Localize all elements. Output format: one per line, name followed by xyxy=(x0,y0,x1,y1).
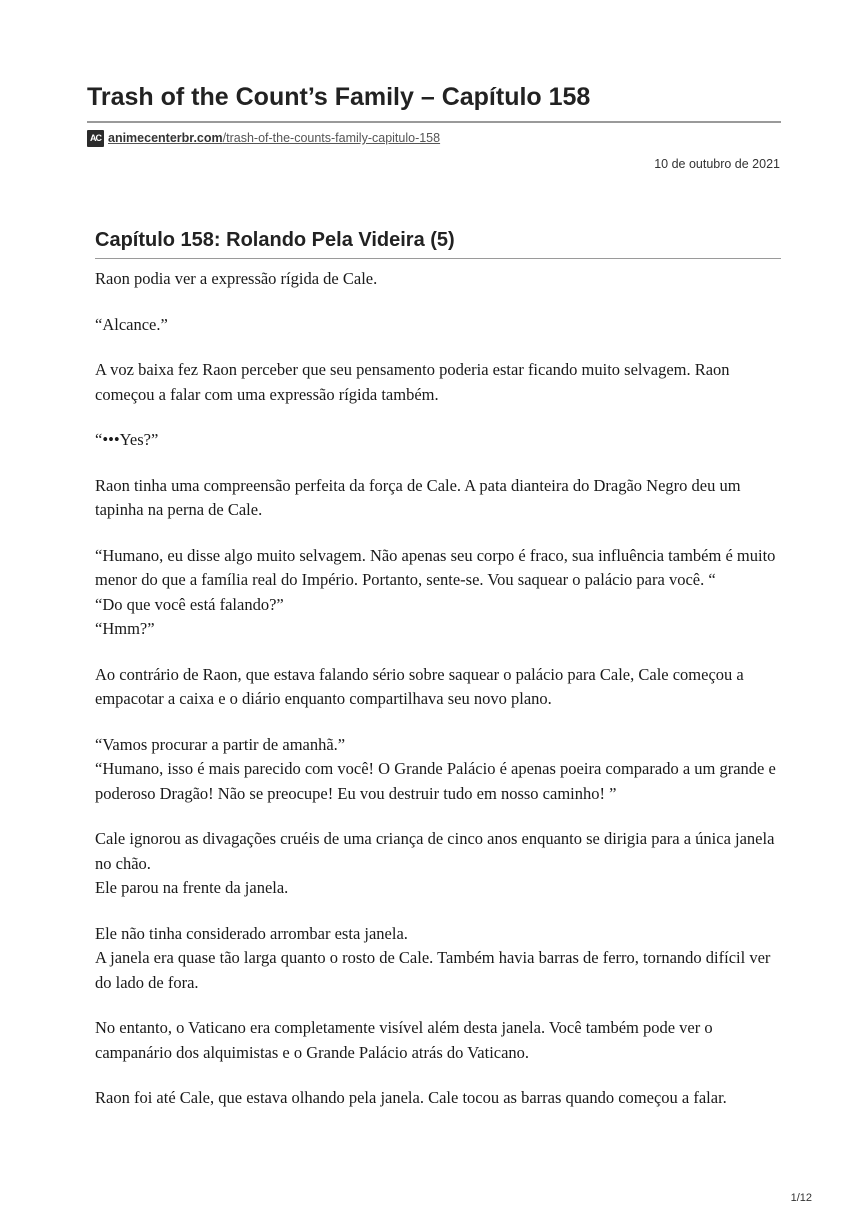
paragraph: Ele não tinha considerado arrombar esta janela. A janela era quase tão larga quanto o rosto de Cale. Também havia barras de ferro, tornando difícil ver do lado de fora. xyxy=(95,923,771,992)
page-title: Trash of the Count’s Family – Capítulo 158 xyxy=(87,83,591,111)
paragraph: Raon podia ver a expressão rígida de Cale. xyxy=(95,269,378,288)
article-body xyxy=(95,267,785,1132)
source-domain: animecenterbr.com xyxy=(108,131,223,145)
paragraph: Raon foi até Cale, que estava olhando pela janela. Cale tocou as barras quando começou a falar. xyxy=(95,1088,727,1107)
paragraph: No entanto, o Vaticano era completamente visível além desta janela. Você também pode ver o campanário dos alquimistas e o Grande Palácio atrás do Vaticano. xyxy=(95,1018,713,1062)
paragraph: Cale ignorou as divagações cruéis de uma criança de cinco anos enquanto se dirigia para a única janela no chão. Ele parou na frente da janela. xyxy=(95,829,775,897)
paragraph: “Humano, eu disse algo muito selvagem. Não apenas seu corpo é fraco, sua influência também é muito menor do que a família real do Império. Portanto, sente-se. Vou saquear o palácio para você. “ “Do que você está falando?” “Hmm?” xyxy=(95,545,776,638)
paragraph: A voz baixa fez Raon perceber que seu pensamento poderia estar ficando muito selvagem. Raon começou a falar com uma expressão rígida também. xyxy=(95,360,730,404)
post-date: 10 de outubro de 2021 xyxy=(654,157,780,171)
animecenter-logo-icon: AC xyxy=(87,130,104,147)
paragraph: “Vamos procurar a partir de amanhã.” “Humano, isso é mais parecido com você! O Grande Palácio é apenas poeira comparado a um grande e poderoso Dragão! Não se preocupe! Eu vou destruir tudo em nosso caminho! ” xyxy=(95,734,776,803)
paragraph: “•••Yes?” xyxy=(95,430,159,449)
source-link[interactable] xyxy=(108,131,440,145)
paragraph: Ao contrário de Raon, que estava falando sério sobre saquear o palácio para Cale, Cale começou a empacotar a caixa e o diário enquanto compartilhava seu novo plano. xyxy=(95,664,744,708)
chapter-heading: Capítulo 158: Rolando Pela Videira (5) xyxy=(95,229,455,251)
source-path: /trash-of-the-counts-family-capitulo-158 xyxy=(222,131,441,145)
page-indicator: 1/12 xyxy=(790,1192,812,1204)
chapter-divider xyxy=(95,258,781,259)
title-divider xyxy=(87,121,781,123)
paragraph: “Alcance.” xyxy=(95,314,168,334)
source-line xyxy=(87,129,440,147)
paragraph: Raon tinha uma compreensão perfeita da força de Cale. A pata dianteira do Dragão Negro deu um tapinha na perna de Cale. xyxy=(95,475,741,519)
